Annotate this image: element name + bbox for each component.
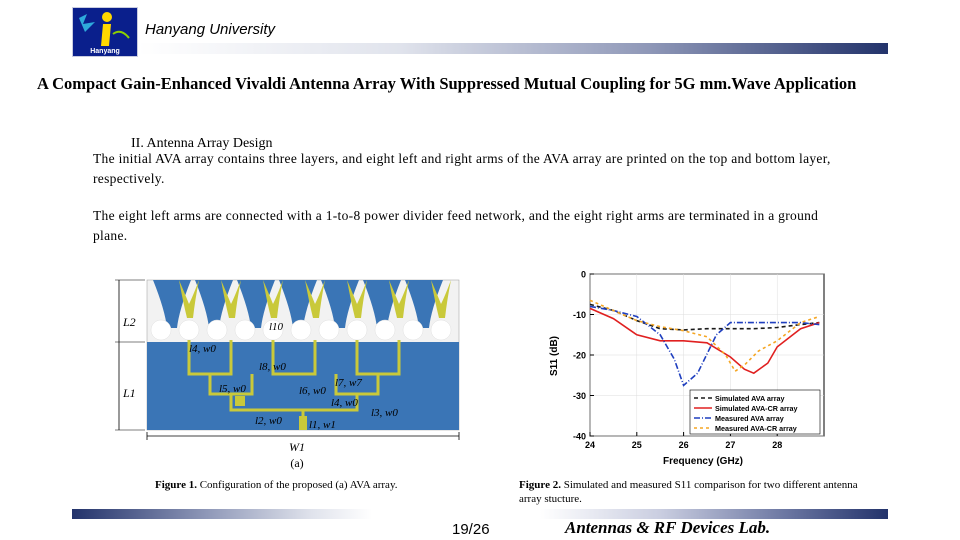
footer-bar-left	[72, 509, 372, 519]
figure-1-caption-text: Configuration of the proposed (a) AVA array.	[199, 479, 398, 491]
y-axis-label: S11 (dB)	[549, 335, 560, 377]
dim-l4w0: l4, w0	[189, 343, 216, 355]
x-tick-label: 25	[631, 440, 642, 450]
paragraph-1: The initial AVA array contains three layers, and eight left and right arms of the AVA array are printed on the top and bottom layer, respectively.	[93, 151, 831, 186]
dim-l3w0: l3, w0	[371, 407, 398, 419]
logo-emblem-icon	[73, 8, 137, 56]
dim-w1: W1	[289, 440, 305, 454]
x-tick-label: 24	[584, 440, 596, 450]
figure-1-sublabel: (a)	[290, 456, 304, 470]
figure-1-antenna-configuration	[113, 270, 468, 475]
x-axis-label: Frequency (GHz)	[662, 456, 744, 467]
slide-title: A Compact Gain-Enhanced Vivaldi Antenna Array With Suppressed Mutual Coupling for 5G mm.Wave Application	[37, 74, 857, 93]
figure-2-caption-label: Figure 2.	[519, 479, 561, 491]
figure-2-s11-chart	[545, 262, 845, 474]
figure-2-caption	[519, 478, 859, 506]
y-tick-label: -10	[572, 310, 586, 320]
y-tick-label: -30	[572, 391, 586, 401]
legend-label-4: Measured AVA-CR array	[715, 424, 797, 433]
slot-cavities	[151, 320, 451, 340]
y-tick-label: 0	[580, 269, 586, 280]
dim-l10: l10	[269, 321, 284, 333]
s11-line-chart	[545, 262, 845, 474]
figure-1-caption	[155, 478, 410, 492]
figure-1-caption-label: Figure 1.	[155, 479, 197, 491]
x-tick-label: 26	[678, 440, 689, 450]
dim-l1w1: l1, w1	[309, 419, 336, 431]
header-bar	[138, 43, 888, 54]
university-logo	[72, 7, 138, 57]
legend-label-3: Measured AVA array	[715, 414, 784, 423]
dim-l1: L1	[123, 386, 136, 400]
chart-legend	[690, 390, 820, 434]
logo-text: Hanyang	[90, 48, 120, 55]
y-tick-label: -40	[572, 431, 586, 442]
dim-l5w0: l5, w0	[219, 383, 246, 395]
y-tick-label: -20	[572, 350, 586, 361]
dim-l2w0: l2, w0	[255, 415, 282, 427]
legend-label-1: Simulated AVA array	[715, 394, 785, 403]
figure-2-caption-text: Simulated and measured S11 comparison for two different antenna array stucture.	[519, 479, 858, 505]
dim-l7w7: l7, w7	[335, 377, 362, 389]
dim-l4w0b: l4, w0	[331, 397, 358, 409]
legend-label-2: Simulated AVA-CR array	[715, 404, 798, 413]
page-number: 19/26	[452, 521, 490, 538]
section-heading: II. Antenna Array Design	[131, 136, 273, 151]
lab-name: Antennas & RF Devices Lab.	[565, 518, 771, 537]
dim-l2: L2	[123, 315, 136, 329]
paragraph-2: The eight left arms are connected with a 1-to-8 power divider feed network, and the eight right arms are terminated in a ground plane.	[93, 208, 819, 243]
x-tick-label: 28	[772, 440, 783, 450]
antenna-array-diagram	[113, 270, 468, 475]
dim-l6w0: l6, w0	[299, 385, 326, 397]
x-tick-label: 27	[725, 440, 736, 450]
university-name: Hanyang University	[145, 21, 276, 38]
dim-l8w0: l8, w0	[259, 361, 286, 373]
